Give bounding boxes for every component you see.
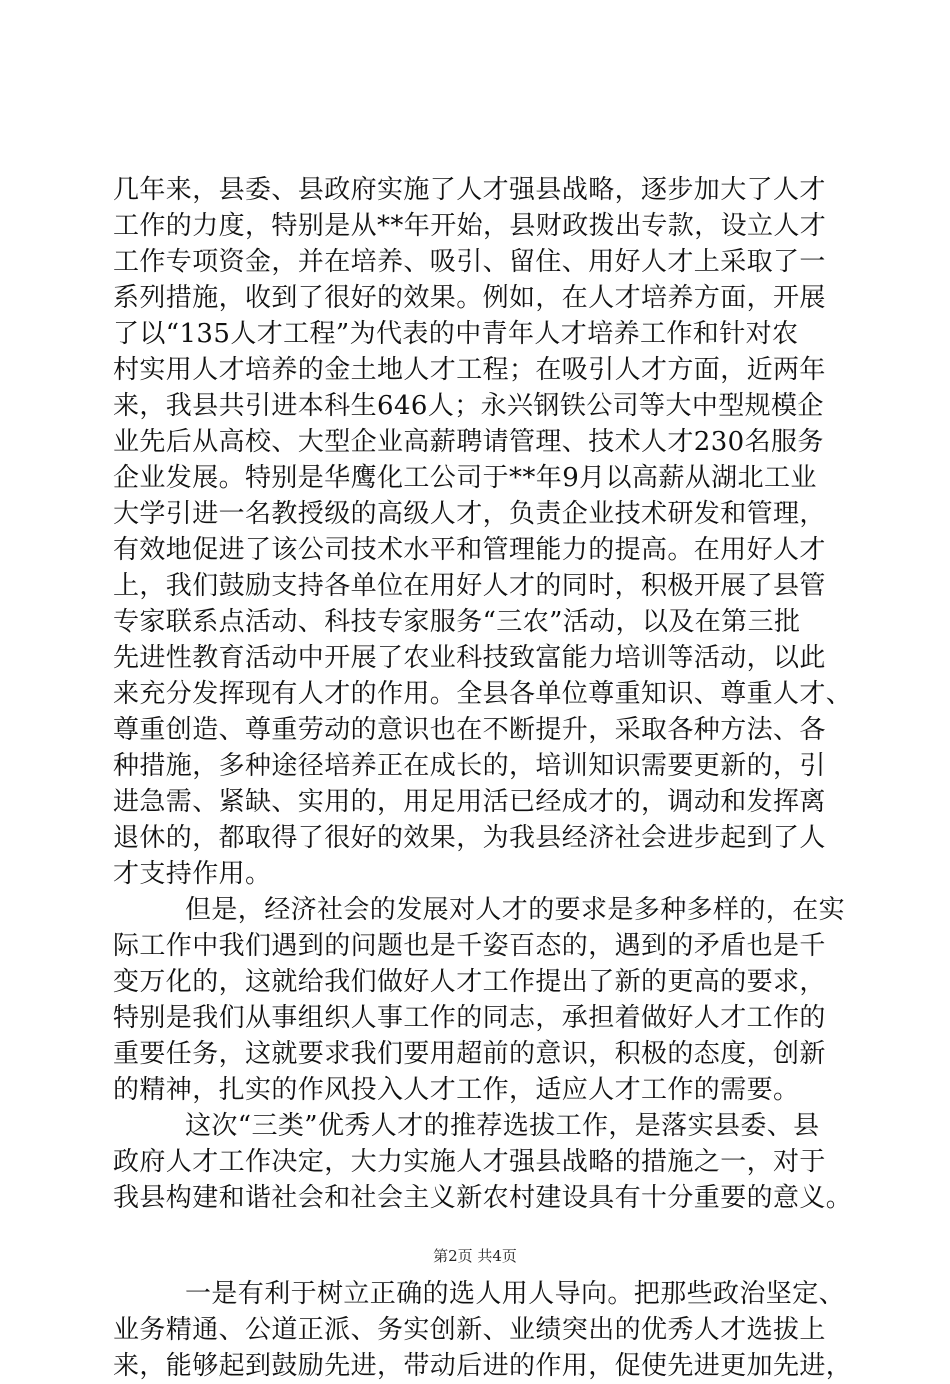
text-line: 来充分发挥现有人才的作用。全县各单位尊重知识、尊重人才、	[113, 679, 853, 709]
text-line: 先进性教育活动中开展了农业科技致富能力培训等活动，以此	[113, 643, 826, 673]
text-line: 业务精通、公道正派、务实创新、业绩突出的优秀人才选拔上	[113, 1315, 826, 1345]
page-footer: 第2页 共4页	[433, 1247, 517, 1265]
text-line: 进急需、紧缺、实用的，用足用活已经成才的，调动和发挥离	[113, 787, 826, 817]
text-line: 村实用人才培养的金土地人才工程；在吸引人才方面，近两年	[113, 355, 826, 385]
text-line: 来，我县共引进本科生646人；永兴钢铁公司等大中型规模企	[113, 391, 824, 421]
text-line: 尊重创造、尊重劳动的意识也在不断提升，采取各种方法、各	[113, 715, 826, 745]
text-line: 有效地促进了该公司技术水平和管理能力的提高。在用好人才	[113, 535, 826, 565]
text-line: 工作专项资金，并在培养、吸引、留住、用好人才上采取了一	[113, 247, 826, 277]
text-line: 大学引进一名教授级的高级人才，负责企业技术研发和管理，	[113, 499, 826, 529]
paragraph-first-line: 但是，经济社会的发展对人才的要求是多种多样的，在实	[185, 895, 846, 925]
text-line: 种措施，多种途径培养正在成长的，培训知识需要更新的，引	[113, 751, 826, 781]
text-line: 我县构建和谐社会和社会主义新农村建设具有十分重要的意义。	[113, 1183, 853, 1213]
text-line: 几年来，县委、县政府实施了人才强县战略，逐步加大了人才	[113, 175, 826, 205]
text-line: 退休的，都取得了很好的效果，为我县经济社会进步起到了人	[113, 823, 826, 853]
paragraph-first-line: 这次“三类”优秀人才的推荐选拔工作，是落实县委、县	[185, 1111, 820, 1141]
text-line: 来，能够起到鼓励先进，带动后进的作用，促使先进更加先进，	[113, 1351, 853, 1381]
text-line: 专家联系点活动、科技专家服务“三农”活动，以及在第三批	[113, 607, 801, 637]
paragraph-first-line: 一是有利于树立正确的选人用人导向。把那些政治坚定、	[185, 1279, 846, 1309]
text-line: 了以“135人才工程”为代表的中青年人才培养工作和针对农	[113, 319, 799, 349]
text-line: 政府人才工作决定，大力实施人才强县战略的措施之一，对于	[113, 1147, 826, 1177]
text-line: 重要任务，这就要求我们要用超前的意识，积极的态度，创新	[113, 1039, 826, 1069]
text-line: 业先后从高校、大型企业高薪聘请管理、技术人才230名服务	[113, 427, 824, 457]
text-line: 企业发展。特别是华鹰化工公司于**年9月以高薪从湖北工业	[113, 463, 817, 493]
document-body	[113, 172, 853, 1384]
text-line: 际工作中我们遇到的问题也是千姿百态的，遇到的矛盾也是千	[113, 931, 826, 961]
text-line: 特别是我们从事组织人事工作的同志，承担着做好人才工作的	[113, 1003, 826, 1033]
text-line: 变万化的，这就给我们做好人才工作提出了新的更高的要求，	[113, 967, 826, 997]
text-line: 上，我们鼓励支持各单位在用好人才的同时，积极开展了县管	[113, 571, 826, 601]
text-line: 的精神，扎实的作风投入人才工作，适应人才工作的需要。	[113, 1075, 800, 1105]
text-line: 系列措施，收到了很好的效果。例如，在人才培养方面，开展	[113, 283, 826, 313]
text-line: 工作的力度，特别是从**年开始，县财政拨出专款，设立人才	[113, 211, 827, 241]
text-line: 才支持作用。	[113, 859, 272, 889]
